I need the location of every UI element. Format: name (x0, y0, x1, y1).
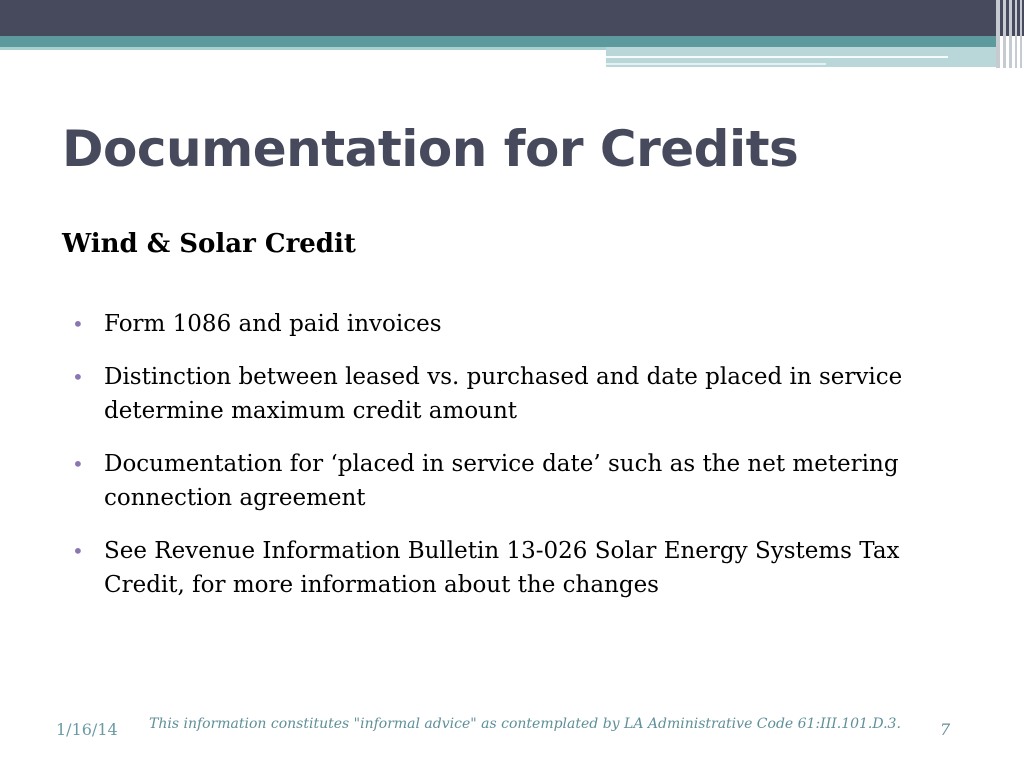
bullet-text: See Revenue Information Bulletin 13-026 Solar Energy Systems Tax Credit, for more information about the changes (104, 538, 900, 598)
header-vertical-stripe (996, 0, 1000, 68)
footer-date: 1/16/14 (56, 720, 118, 739)
bullet-icon: • (72, 312, 84, 336)
slide-subtitle: Wind & Solar Credit (62, 229, 356, 259)
header-vertical-stripe (1015, 0, 1017, 68)
header-pale-band-left (0, 47, 606, 50)
list-item (72, 534, 972, 602)
bullet-text: Form 1086 and paid invoices (104, 311, 442, 337)
header-vertical-stripe (1003, 0, 1006, 68)
bullet-text: Documentation for ‘placed in service date’ such as the net metering connection agreement (104, 451, 899, 511)
header-vertical-stripe (1020, 0, 1022, 68)
list-item (72, 447, 972, 515)
list-item (72, 360, 972, 428)
bullet-icon: • (72, 365, 84, 389)
header-vertical-stripe (1009, 0, 1012, 68)
header-accent-line (606, 63, 826, 65)
header-teal-band (0, 36, 1000, 47)
slide-title: Documentation for Credits (62, 120, 799, 178)
footer-disclaimer: This information constitutes "informal advice" as contemplated by LA Administrative Code 61:III.101.D.3. (149, 716, 901, 732)
bullet-text: Distinction between leased vs. purchased and date placed in service determine maximum credit amount (104, 364, 903, 424)
list-item (72, 307, 972, 341)
bullet-list (72, 307, 972, 621)
header-dark-band (0, 0, 1024, 36)
bullet-icon: • (72, 539, 84, 563)
header-accent-line (606, 56, 948, 58)
bullet-icon: • (72, 452, 84, 476)
footer-page-number: 7 (940, 720, 951, 739)
